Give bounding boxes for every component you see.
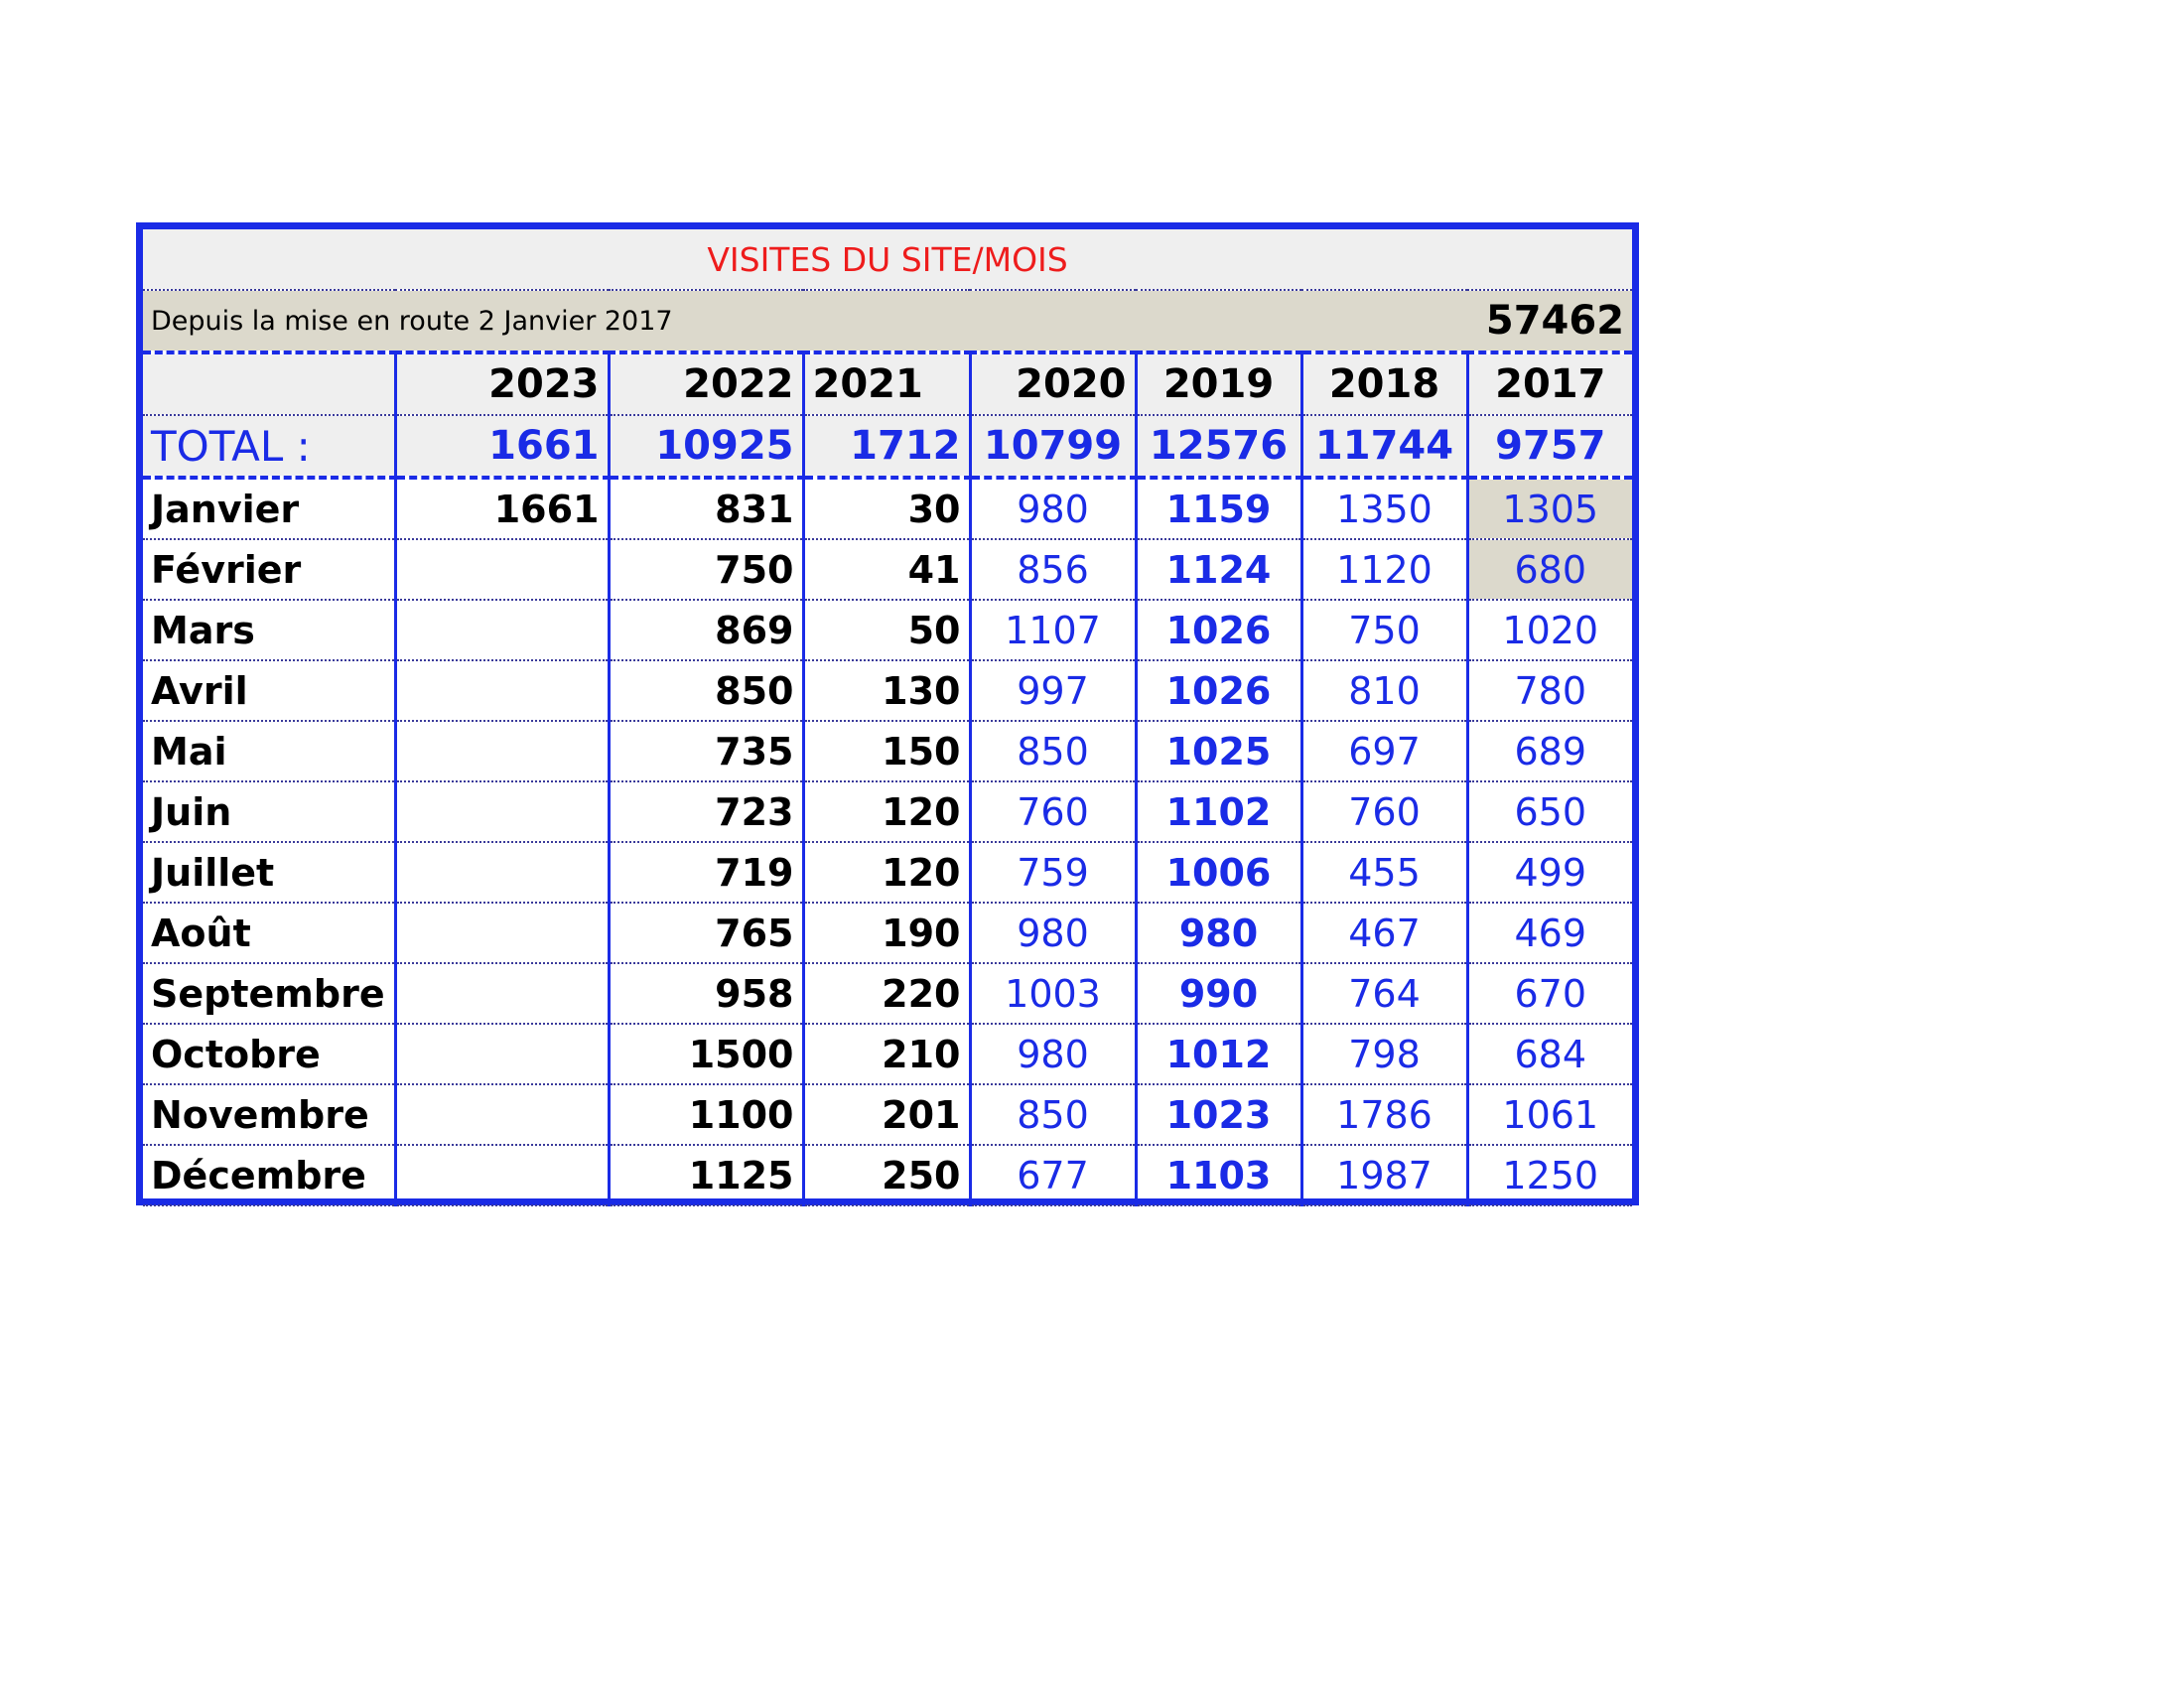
month-value: 210 — [803, 1024, 970, 1084]
month-value: 997 — [970, 660, 1136, 721]
month-value: 220 — [803, 963, 970, 1024]
month-value: 1159 — [1136, 478, 1301, 539]
month-value: 41 — [803, 539, 970, 600]
month-value: 1103 — [1136, 1145, 1301, 1205]
month-value: 1987 — [1301, 1145, 1467, 1205]
month-value: 1102 — [1136, 781, 1301, 842]
month-value: 831 — [609, 478, 803, 539]
year-header: 2020 — [970, 352, 1136, 415]
month-value: 1026 — [1136, 600, 1301, 660]
month-value: 1124 — [1136, 539, 1301, 600]
month-value: 810 — [1301, 660, 1467, 721]
month-row — [143, 539, 1632, 600]
month-value: 120 — [803, 842, 970, 903]
month-value: 50 — [803, 600, 970, 660]
total-value: 10799 — [970, 415, 1136, 478]
month-value: 499 — [1467, 842, 1632, 903]
month-value: 760 — [970, 781, 1136, 842]
month-value: 1100 — [609, 1084, 803, 1145]
total-value: 1712 — [803, 415, 970, 478]
month-value: 750 — [1301, 600, 1467, 660]
month-value: 856 — [970, 539, 1136, 600]
month-row — [143, 721, 1632, 781]
month-row — [143, 600, 1632, 660]
month-value: 30 — [803, 478, 970, 539]
month-value: 980 — [970, 478, 1136, 539]
month-value: 1006 — [1136, 842, 1301, 903]
total-row — [143, 415, 1632, 478]
month-label: Juillet — [143, 842, 395, 903]
month-value: 723 — [609, 781, 803, 842]
year-header-row — [143, 352, 1632, 415]
month-value: 1020 — [1467, 600, 1632, 660]
month-value: 677 — [970, 1145, 1136, 1205]
month-value: 1023 — [1136, 1084, 1301, 1145]
month-value: 1125 — [609, 1145, 803, 1205]
month-value — [395, 600, 609, 660]
month-label: Novembre — [143, 1084, 395, 1145]
month-value: 1025 — [1136, 721, 1301, 781]
month-value — [395, 1084, 609, 1145]
month-value: 980 — [970, 1024, 1136, 1084]
month-row — [143, 660, 1632, 721]
month-label: Février — [143, 539, 395, 600]
month-value: 1500 — [609, 1024, 803, 1084]
month-value: 684 — [1467, 1024, 1632, 1084]
month-value: 150 — [803, 721, 970, 781]
month-value: 1350 — [1301, 478, 1467, 539]
year-header: 2022 — [609, 352, 803, 415]
month-value: 467 — [1301, 903, 1467, 963]
total-value: 12576 — [1136, 415, 1301, 478]
month-row — [143, 1024, 1632, 1084]
month-label: Mai — [143, 721, 395, 781]
month-row — [143, 1145, 1632, 1205]
month-value: 1003 — [970, 963, 1136, 1024]
total-value: 10925 — [609, 415, 803, 478]
month-label: Août — [143, 903, 395, 963]
since-label: Depuis la mise en route 2 Janvier 2017 — [143, 290, 1301, 352]
month-label: Octobre — [143, 1024, 395, 1084]
month-value: 1026 — [1136, 660, 1301, 721]
month-value: 680 — [1467, 539, 1632, 600]
month-row — [143, 478, 1632, 539]
month-value: 850 — [970, 721, 1136, 781]
month-row — [143, 842, 1632, 903]
month-value: 719 — [609, 842, 803, 903]
month-label: Janvier — [143, 478, 395, 539]
month-value: 697 — [1301, 721, 1467, 781]
month-row — [143, 903, 1632, 963]
year-header: 2019 — [1136, 352, 1301, 415]
month-value: 980 — [1136, 903, 1301, 963]
month-label: Juin — [143, 781, 395, 842]
month-value: 780 — [1467, 660, 1632, 721]
month-value: 455 — [1301, 842, 1467, 903]
total-value: 1661 — [395, 415, 609, 478]
month-row — [143, 781, 1632, 842]
month-value: 798 — [1301, 1024, 1467, 1084]
month-value — [395, 1024, 609, 1084]
month-row — [143, 963, 1632, 1024]
year-header: 2018 — [1301, 352, 1467, 415]
month-label: Septembre — [143, 963, 395, 1024]
month-value: 1250 — [1467, 1145, 1632, 1205]
year-header: 2023 — [395, 352, 609, 415]
month-value: 850 — [970, 1084, 1136, 1145]
month-value: 850 — [609, 660, 803, 721]
month-value: 650 — [1467, 781, 1632, 842]
month-value: 130 — [803, 660, 970, 721]
month-value: 1661 — [395, 478, 609, 539]
month-value: 735 — [609, 721, 803, 781]
visits-table — [143, 229, 1632, 1206]
month-row — [143, 1084, 1632, 1145]
month-value: 1786 — [1301, 1084, 1467, 1145]
month-value — [395, 1145, 609, 1205]
month-value: 201 — [803, 1084, 970, 1145]
month-value: 980 — [970, 903, 1136, 963]
month-value — [395, 660, 609, 721]
month-value: 759 — [970, 842, 1136, 903]
month-value: 469 — [1467, 903, 1632, 963]
month-value — [395, 539, 609, 600]
month-value — [395, 963, 609, 1024]
grand-total: 57462 — [1301, 290, 1632, 352]
month-value: 750 — [609, 539, 803, 600]
month-label: Décembre — [143, 1145, 395, 1205]
month-value: 250 — [803, 1145, 970, 1205]
month-value: 764 — [1301, 963, 1467, 1024]
month-value: 670 — [1467, 963, 1632, 1024]
total-label: TOTAL : — [143, 415, 395, 478]
month-value: 1120 — [1301, 539, 1467, 600]
month-label: Mars — [143, 600, 395, 660]
month-value: 120 — [803, 781, 970, 842]
year-header-empty — [143, 352, 395, 415]
month-value: 869 — [609, 600, 803, 660]
month-value: 990 — [1136, 963, 1301, 1024]
table-title: VISITES DU SITE/MOIS — [143, 229, 1632, 290]
month-value: 190 — [803, 903, 970, 963]
month-value: 1012 — [1136, 1024, 1301, 1084]
month-value — [395, 781, 609, 842]
month-value: 1305 — [1467, 478, 1632, 539]
month-label: Avril — [143, 660, 395, 721]
month-value — [395, 903, 609, 963]
month-value: 689 — [1467, 721, 1632, 781]
total-value: 11744 — [1301, 415, 1467, 478]
month-value — [395, 842, 609, 903]
month-value: 958 — [609, 963, 803, 1024]
month-value — [395, 721, 609, 781]
month-value: 1107 — [970, 600, 1136, 660]
month-value: 765 — [609, 903, 803, 963]
total-value: 9757 — [1467, 415, 1632, 478]
year-header: 2021 — [803, 352, 970, 415]
month-value: 760 — [1301, 781, 1467, 842]
visits-table-frame — [136, 222, 1639, 1205]
month-value: 1061 — [1467, 1084, 1632, 1145]
year-header: 2017 — [1467, 352, 1632, 415]
